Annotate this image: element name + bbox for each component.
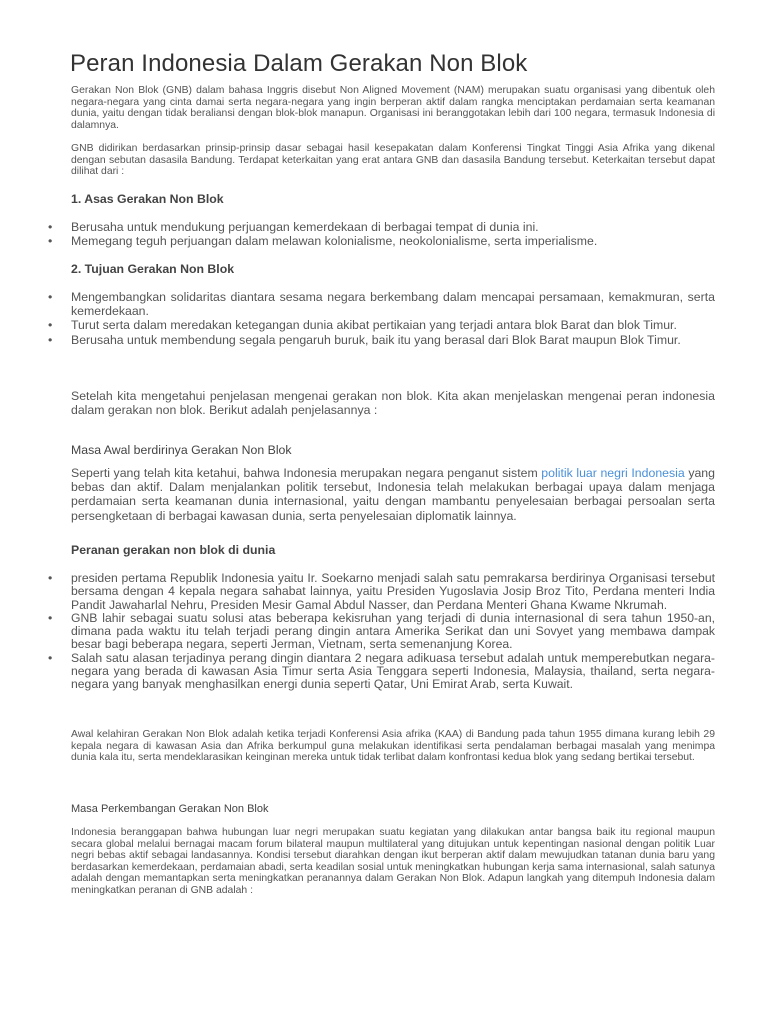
list-item: • Memegang teguh perjuangan dalam melawan kolonialisme, neokolonialisme, serta imperialisme. [48,234,598,249]
masa-awal-heading: Masa Awal berdirinya Gerakan Non Blok [71,443,292,457]
list-item: • Turut serta dalam meredakan ketegangan dunia akibat pertikaian yang terjadi antara blok Barat dan blok Timur. [48,318,677,333]
bullet-icon: • [48,571,53,585]
list-item: • presiden pertama Republik Indonesia yaitu Ir. Soekarno menjadi salah satu pemrakarsa berdirinya Organisasi tersebut bersama dengan 4 kepala negara sahabat lainnya, yaitu Presiden Yugoslavia Josip Broz Tito, Perdana menteri India Pandit Jawaharlal Nehru, Presiden Mesir Gamal Abdul Nasser, dan Perdana Menteri Ghana Kwame Nkrumah. [48,571,715,612]
intro-paragraph-2: GNB didirikan berdasarkan prinsip-prinsip dasar sebagai hasil kesepakatan dalam Konferensi Tingkat Tinggi Asia Afrika yang dikenal dengan sebutan dasasila Bandung. Terdapat keterkaitan yang erat antara GNB dan dasasila Bandung tersebut. Keterkaitan tersebut dapat dilihat dari : [71,143,715,177]
page-title: Peran Indonesia Dalam Gerakan Non Blok [70,50,528,77]
masa-awal-paragraph: Seperti yang telah kita ketahui, bahwa Indonesia merupakan negara penganut sistem politik luar negri Indonesia yang bebas dan aktif. Dalam menjalankan politik tersebut, Indonesia telah melakukan berbagai upaya dalam menjaga perdamaian serta keamanan dunia internasional, yaitu dengan mambantu penyelesaian berbagai persoalan serta persengketaan di berbagai kawasan dunia, serta penyelesaian diplomatik lainnya. [71,466,715,523]
intro-paragraph-1: Gerakan Non Blok (GNB) dalam bahasa Inggris disebut Non Aligned Movement (NAM) merupakan suatu organisasi yang dibentuk oleh negara-negara yang cinta damai serta negara-negara yang ingin berperan aktif dalam rangka menciptakan perdamaian serta keamanan dunia, yaitu dengan tidak beraliansi dengan blok-blok manapun. Organisasi ini beranggotakan lebih dari 100 negara, termasuk Indonesia di dalamnya. [71,85,715,131]
bullet-icon: • [48,318,53,333]
list-item: • Salah satu alasan terjadinya perang dingin diantara 2 negara adikuasa tersebut adalah untuk memperebutkan negara-negara yang berada di kawasan Asia Timur serta Asia Tenggara seperti Indonesia, Malaysia, thailand, serta negara-negara yang banyak menghasilkan energi dunia seperti Qatar, Uni Emirat Arab, serta Kuwait. [48,650,715,692]
tujuan-list [0,290,715,347]
list-item: • Berusaha untuk mendukung perjuangan kemerdekaan di berbagai tempat di dunia ini. [48,220,539,234]
asas-list [0,220,715,248]
perkembangan-paragraph: Indonesia beranggapan bahwa hubungan luar negri merupakan suatu kegiatan yang dilakukan antar bangsa baik itu regional maupun secara global melalui bernagai macam forum bilateral maupun multilateral yang ditujukan untuk kepentingan nasional dengan politik Luar negri bebas aktif sebagai landasannya. Kondisi tersebut diarahkan dengan ikut berperan aktif dalam mewujudkan tatanan dunia baru yang berdasarkan kemerdekaan, perdamaian abadi, serta keadilan sosial untuk meningkatkan hubungan kerja sama internasional, salah satunya adalah dengan memantapkan serta meningkatkan peranannya dalam Gerakan Non Blok. Adapun langkah yang ditempuh Indonesia dalam meningkatkan peranan di GNB adalah : [71,827,715,896]
bullet-icon: • [48,290,53,304]
list-item: • GNB lahir sebagai suatu solusi atas beberapa kekisruhan yang terjadi di dunia internasional di sera tahun 1950-an, dimana pada waktu itu telah terjadi perang dingin antara Amerika Serikat dan uni Sovyet yang membawa dampak besar bagi beberapa negara, seperti Jerman, Vietnam, serta semenanjung Korea. [48,610,715,652]
bullet-icon: • [48,220,53,234]
transition-paragraph: Setelah kita mengetahui penjelasan mengenai gerakan non blok. Kita akan menjelaskan mengenai peran indonesia dalam gerakan non blok. Berikut adalah penjelasannya : [71,389,715,418]
bullet-icon: • [48,610,53,625]
perkembangan-heading: Masa Perkembangan Gerakan Non Blok [71,803,269,815]
bullet-icon: • [48,332,53,347]
kelahiran-paragraph: Awal kelahiran Gerakan Non Blok adalah ketika terjadi Konferensi Asia afrika (KAA) di Bandung pada tahun 1955 dimana kurang lebih 29 kepala negara di kawasan Asia dan Afrika berkumpul guna melakukan identifikasi serta pendalaman berbagai masalah yang menimpa dunia kala itu, serta mendeklarasikan keinginan mereka untuk tidak terlibat dalam konfrontasi kedua blok yang sedang bertikai tersebut. [71,729,715,763]
bullet-icon: • [48,234,53,249]
peranan-heading: Peranan gerakan non blok di dunia [71,543,276,557]
tujuan-heading: 2. Tujuan Gerakan Non Blok [71,262,235,276]
bullet-icon: • [48,650,53,665]
list-item: • Berusaha untuk membendung segala pengaruh buruk, baik itu yang berasal dari Blok Barat maupun Blok Timur. [48,332,681,347]
asas-heading: 1. Asas Gerakan Non Blok [71,192,224,206]
list-item: • Mengembangkan solidaritas diantara sesama negara berkembang dalam mencapai persamaan, kemakmuran, serta kemerdekaan. [48,290,715,319]
peranan-list [0,572,715,692]
politik-luar-negri-link[interactable]: politik luar negri Indonesia [541,466,685,480]
